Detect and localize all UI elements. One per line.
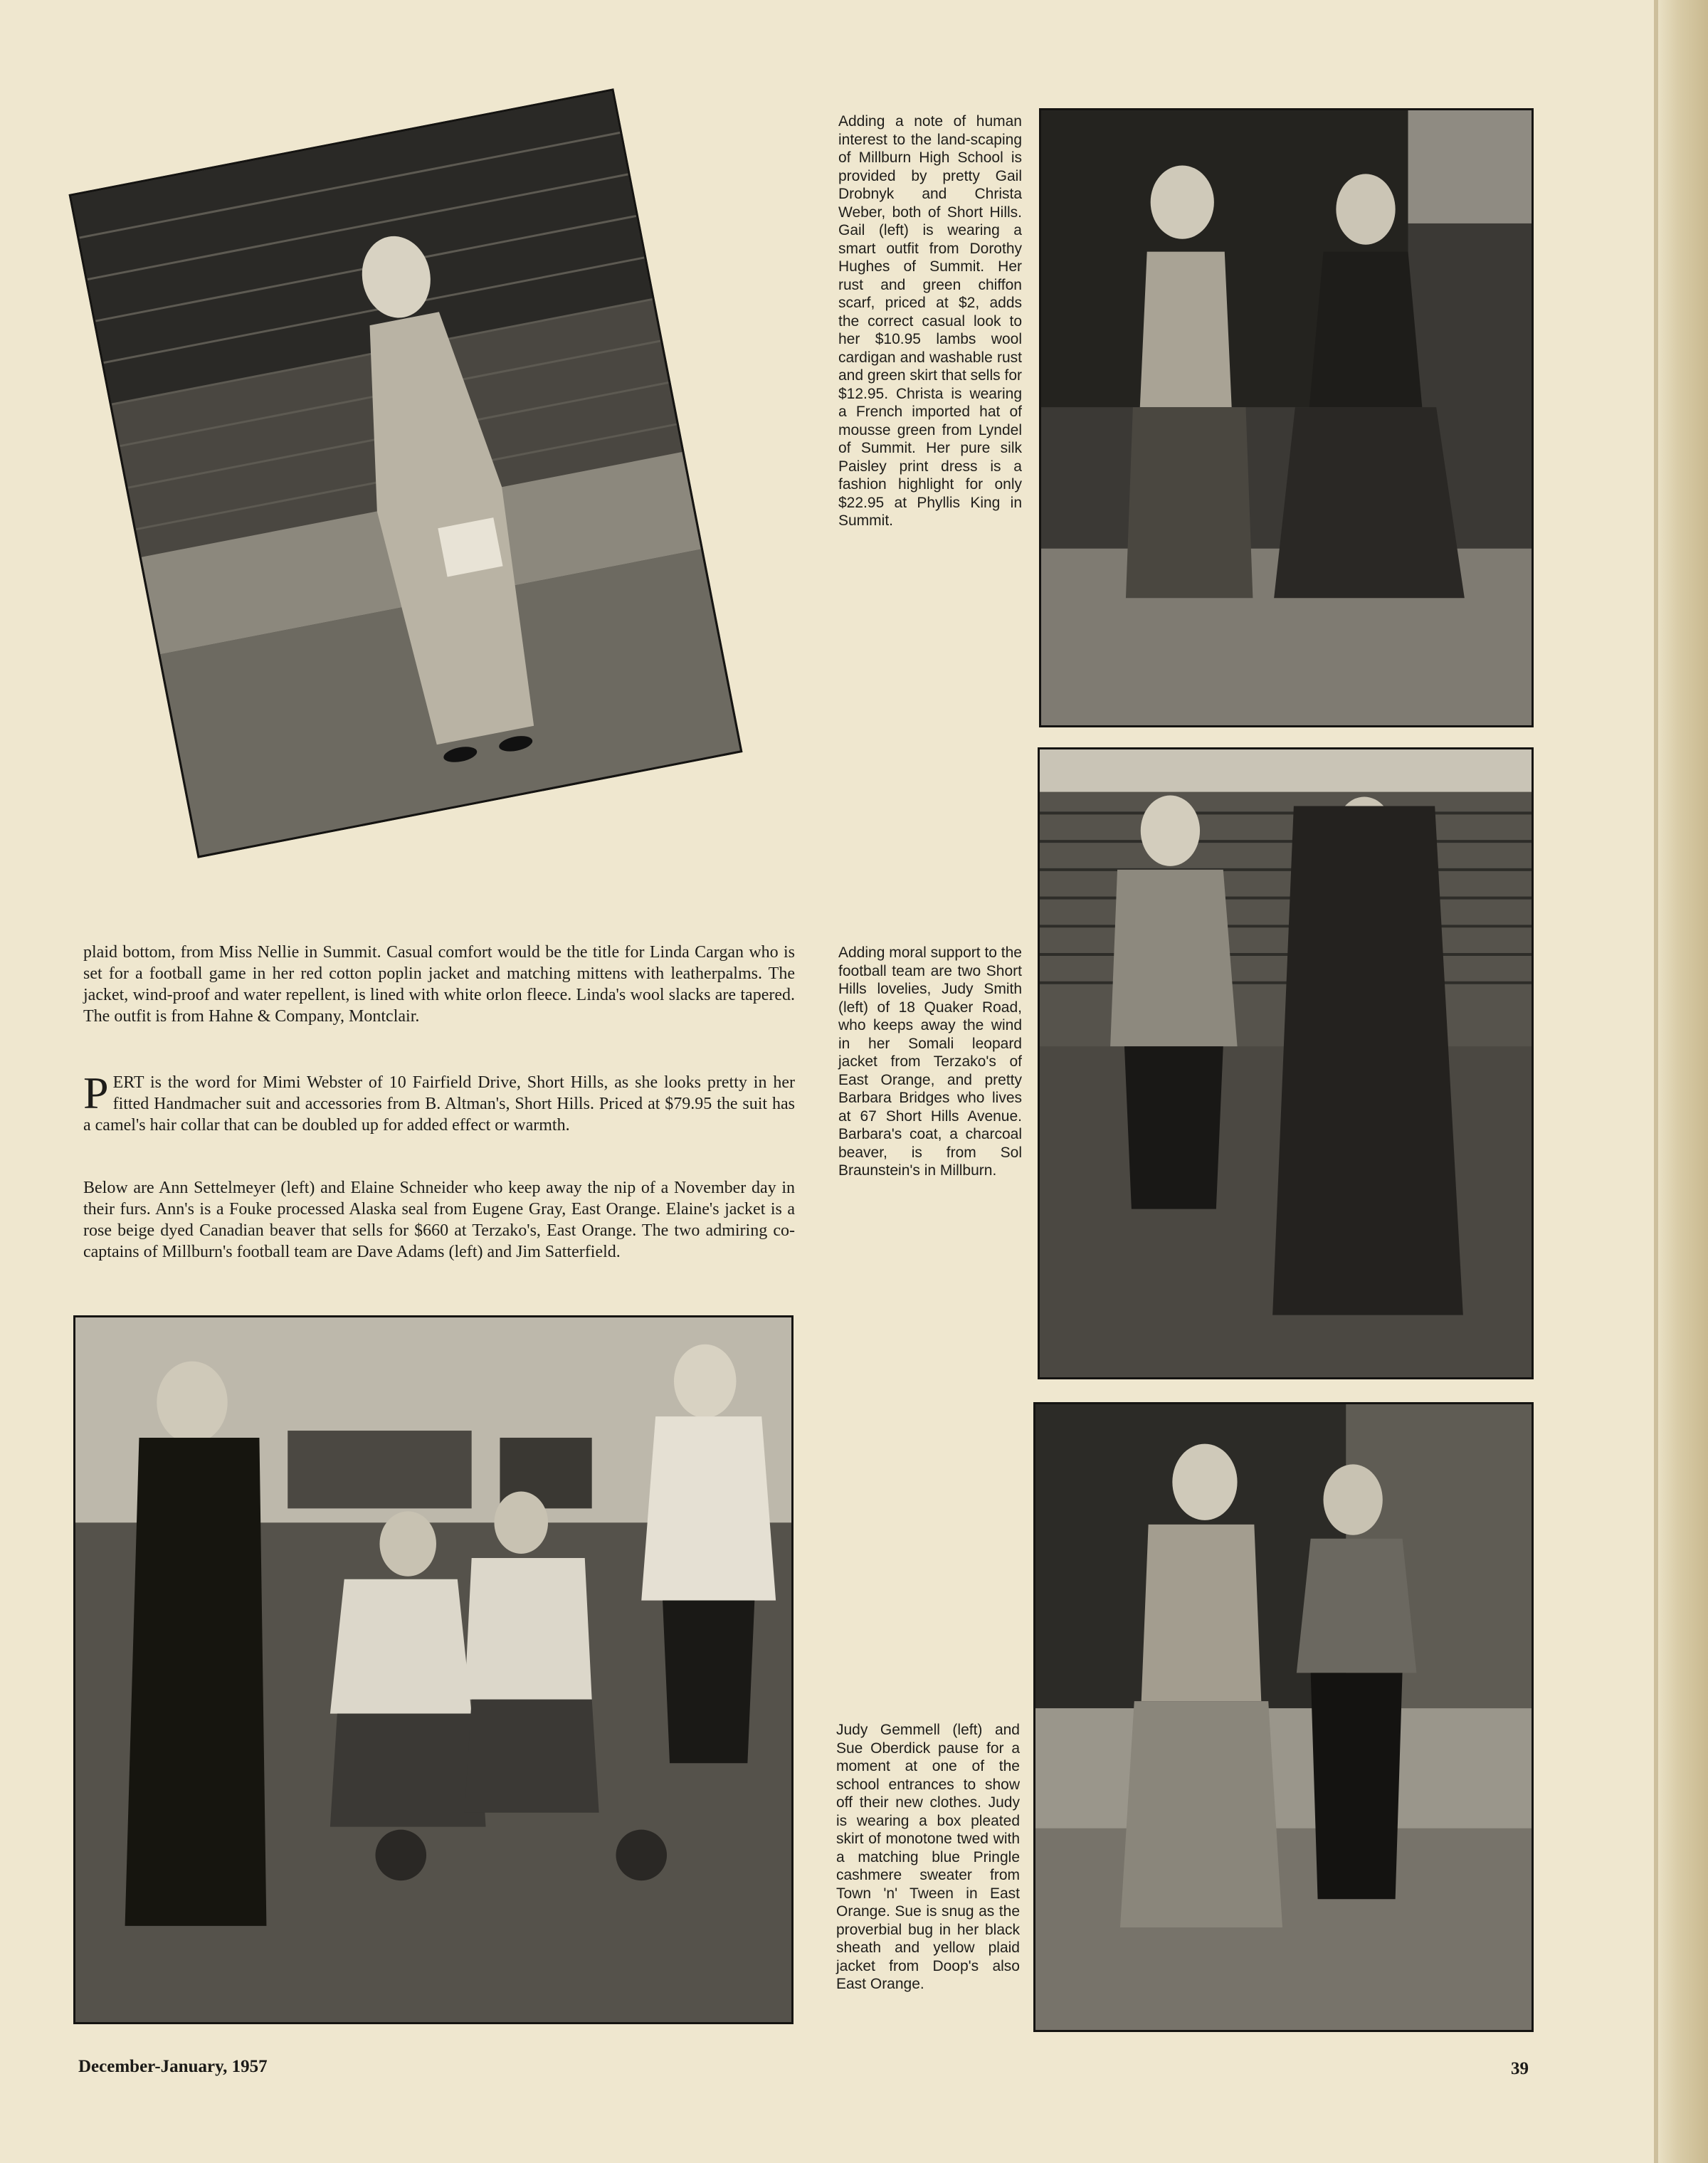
page-number: 39	[1511, 2059, 1529, 2078]
photo-gail-christa-image	[1041, 110, 1532, 725]
photo-furs-football-image	[75, 1317, 791, 2022]
photo-judy-sue-image	[1035, 1404, 1532, 2030]
photo-judy-sue	[1033, 1402, 1534, 2032]
article-paragraph-3: Below are Ann Settelmeyer (left) and Elaine Schneider who keep away the nip of a November day in their furs. Ann's is a Fouke processed Alaska seal from Eugene Gray, East Orange. Elaine's jacket is a rose beige dyed Canadian beaver that sells for $660 at Terzako's, East Orange. The two admiring co-captains of Millburn's football team are Dave Adams (left) and Jim Satterfield.	[83, 1179, 795, 1261]
photo-gail-christa	[1039, 108, 1534, 727]
article-paragraph-1: plaid bottom, from Miss Nellie in Summit. Casual comfort would be the title for Linda Cargan who is set for a football game in her red cotton poplin jacket and matching mittens with leatherpalms. The jacket, wind-proof and water repellent, is lined with white orlon fleece. Linda's wool slacks are tapered. The outfit is from Hahne & Company, Montclair.	[83, 943, 795, 1026]
caption-gail-christa: Adding a note of human interest to the land-scaping of Millburn High School is provided by pretty Gail Drobnyk and Christa Weber, both of Short Hills. Gail (left) is wearing a smart outfit from Dorothy Hughes of Summit. Her rust and green chiffon scarf, priced at $2, adds the correct casual look to her $10.95 lambs wool cardigan and washable rust and green skirt that sells for $12.95. Christa is wearing a French imported hat of mousse green from Lyndel of Summit. Her pure silk Paisley print dress is a fashion highlight for only $22.95 at Phyllis King in Summit.	[838, 113, 1022, 529]
photo-mimi-webster	[69, 88, 743, 858]
paper-edge	[1658, 0, 1708, 2163]
caption-judy-sue: Judy Gemmell (left) and Sue Oberdick pause for a moment at one of the school entrances to show off their new clothes. Judy is wearing a box pleated skirt of monotone twed with a matching blue Pringle cashmere sweater from Town 'n' Tween in East Orange. Sue is snug as the proverbial bug in her black sheath and yellow plaid jacket from Doop's also East Orange.	[836, 1722, 1020, 1992]
photo-furs-football	[73, 1315, 794, 2024]
article-paragraph-2	[83, 1068, 795, 1136]
caption-judy-barbara: Adding moral support to the football team are two Short Hills lovelies, Judy Smith (left) of 18 Quaker Road, who keeps away the wind in her Somali leopard jacket from Terzako's of East Orange, and pretty Barbara Bridges who lives at 67 Short Hills Avenue. Barbara's coat, a charcoal beaver, is from Sol Braunstein's in Millburn.	[838, 944, 1022, 1179]
issue-date: December-January, 1957	[78, 2057, 268, 2076]
article-paragraph-2-text: ERT is the word for Mimi Webster of 10 Fairfield Drive, Short Hills, as she looks pretty in her fitted Handmacher suit and accessories from B. Altman's, Short Hills. Priced at $79.95 the suit has a camel's hair collar that can be doubled up for added effect or warmth.	[83, 1073, 795, 1135]
photo-mimi-webster-image	[71, 91, 740, 856]
photo-judy-barbara	[1038, 747, 1534, 1379]
photo-judy-barbara-image	[1040, 749, 1532, 1377]
dropcap-letter: P	[83, 1068, 109, 1118]
